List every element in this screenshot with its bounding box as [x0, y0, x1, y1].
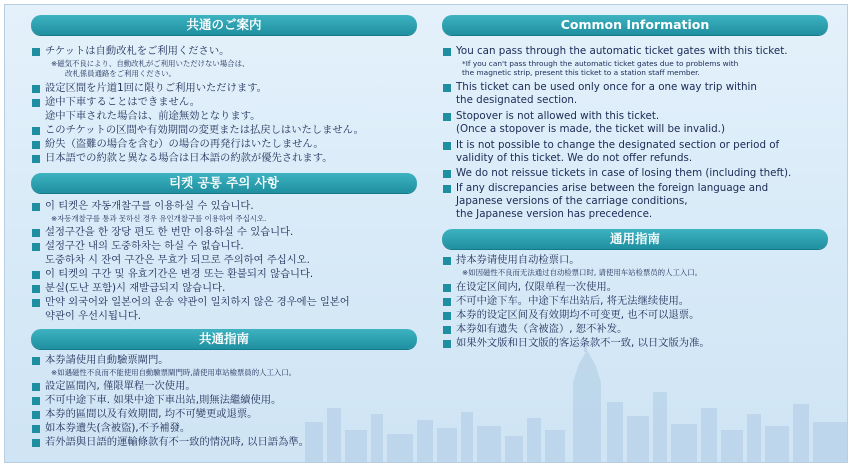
list-item: 이 티켓은 자동개찰구를 이용하실 수 있습니다.: [45, 200, 417, 213]
chinese-simplified-section-header: 通用指南: [442, 229, 828, 249]
list-item: 설정구간 내의 도중하차는 하실 수 없습니다.: [45, 240, 417, 253]
list-item: 本券如有遗失（含被盗）, 恕不补发。: [456, 323, 828, 336]
bullet-icon: [32, 85, 40, 93]
list-item: 若外語與日語的運輸條款有不一致的情況時, 以日語為準。: [45, 436, 417, 449]
bullet-icon: [443, 170, 451, 178]
list-item: 紛失（盗難の場合を含む）の場合の再発行はいたしません。: [45, 138, 417, 151]
bullet-icon: [32, 229, 40, 237]
bullet-icon: [443, 326, 451, 334]
list-item: If any discrepancies arise between the foreign language and: [456, 182, 828, 195]
list-item: You can pass through the automatic ticket gates with this ticket.: [456, 45, 828, 58]
ticket-back: [4, 4, 848, 463]
japanese-section-header: 共通のご案内: [31, 15, 417, 35]
bullet-icon: [32, 285, 40, 293]
bullet-icon: [443, 185, 451, 193]
note-text: *If you can't pass through the automatic ticket gates due to problems with: [462, 59, 739, 68]
bullet-icon: [443, 298, 451, 306]
bullet-icon: [32, 243, 40, 251]
note-text: ※磁気不良により、自動改札がご利用いただけない場合は、: [51, 59, 250, 68]
bullet-icon: [32, 271, 40, 279]
note-text: ※如遇磁性不良而不能使用自動驗票閘門時,請使用車站檢票員的人工入口。: [51, 368, 297, 377]
list-item: 設定區間內, 僅限單程一次使用。: [45, 380, 417, 393]
bullet-icon: [32, 357, 40, 365]
list-item: このチケットの区間や有効期間の変更または払戻しはいたしません。: [45, 124, 417, 137]
bullet-icon: [443, 142, 451, 150]
bullet-icon: [443, 312, 451, 320]
list-item: 如果外文版和日文版的客运条款不一致, 以日文版为准。: [456, 337, 828, 350]
bullet-icon: [32, 439, 40, 447]
list-item: This ticket can be used only once for a one way trip within: [456, 81, 828, 94]
list-item: We do not reissue tickets in case of losing them (including theft).: [456, 167, 828, 180]
bullet-icon: [443, 48, 451, 56]
continuation-text: the Japanese version has precedence.: [456, 208, 653, 220]
note-text: the magnetic strip, present this ticket to a station staff member.: [462, 68, 700, 77]
bullet-icon: [32, 48, 40, 56]
list-item: 本券的區間以及有效期間, 均不可變更或退票。: [45, 408, 417, 421]
bullet-icon: [32, 411, 40, 419]
bullet-icon: [32, 425, 40, 433]
continuation-text: 도중하차 시 잔여 구간은 무효가 되므로 주의하여 주십시오.: [45, 254, 310, 266]
bullet-icon: [32, 99, 40, 107]
list-item: 不可中途下車. 如果中途下車出站,則無法繼續使用。: [45, 394, 417, 407]
korean-section-header: 티켓 공통 주의 사항: [31, 173, 417, 193]
bullet-icon: [32, 155, 40, 163]
bullet-icon: [32, 299, 40, 307]
continuation-text: 途中下車された場合は、前途無効となります。: [45, 110, 261, 122]
continuation-text: 약관이 우선시됩니다.: [45, 310, 142, 322]
list-item: 設定区間を片道1回に限りご利用いただけます。: [45, 82, 417, 95]
bullet-icon: [32, 127, 40, 135]
note-text: ※자동개찰구를 통과 못하신 경우 유인개찰구를 이용하여 주십시오.: [51, 214, 267, 223]
list-item: 不可中途下车。中途下车出站后, 将无法继续使用。: [456, 295, 828, 308]
bullet-icon: [443, 113, 451, 121]
list-item: チケットは自動改札をご利用ください。: [45, 45, 417, 58]
list-item: 本券的设定区间及有效期均不可变更, 也不可以退票。: [456, 309, 828, 322]
bullet-icon: [32, 203, 40, 211]
english-section-header: Common Information: [442, 15, 828, 35]
chinese-traditional-section-header: 共通指南: [31, 329, 417, 349]
list-item: Stopover is not allowed with this ticket.: [456, 110, 828, 123]
continuation-text: the designated section.: [456, 94, 578, 106]
bullet-icon: [32, 383, 40, 391]
continuation-text: (Once a stopover is made, the ticket will be invalid.): [456, 123, 725, 135]
bullet-icon: [32, 397, 40, 405]
bullet-icon: [443, 284, 451, 292]
note-text: ※如因磁性不良而无法通过自动检票口时, 请使用车站检票员的人工入口。: [462, 268, 703, 277]
list-item: 만약 외국어와 일본어의 운송 약관이 일치하지 않은 경우에는 일본어: [45, 296, 417, 309]
bullet-icon: [32, 141, 40, 149]
continuation-text: validity of this ticket. We do not offer refunds.: [456, 152, 693, 164]
list-item: 在设定区间内, 仅限单程一次使用。: [456, 281, 828, 294]
list-item: 설정구간을 한 장당 편도 한 번만 이용하실 수 있습니다.: [45, 226, 417, 239]
bullet-icon: [443, 257, 451, 265]
list-item: 日本語での約款と異なる場合は日本語の約款が優先されます。: [45, 152, 417, 165]
list-item: It is not possible to change the designated section or period of: [456, 139, 828, 152]
list-item: 如本券遺失(含被盜),不予補發。: [45, 422, 417, 435]
list-item: 이 티켓의 구간 및 유효기간은 변경 또는 환불되지 않습니다.: [45, 268, 417, 281]
bullet-icon: [443, 84, 451, 92]
note-text: 改札係員通路をご利用ください。: [65, 69, 176, 78]
list-item: 持本券请使用自动检票口。: [456, 254, 828, 267]
list-item: 途中下車することはできません。: [45, 96, 417, 109]
list-item: 本券請使用自動驗票閘門。: [45, 354, 417, 367]
bullet-icon: [443, 340, 451, 348]
continuation-text: Japanese versions of the carriage conditions,: [456, 195, 688, 207]
list-item: 분실(도난 포함)시 재발급되지 않습니다.: [45, 282, 417, 295]
